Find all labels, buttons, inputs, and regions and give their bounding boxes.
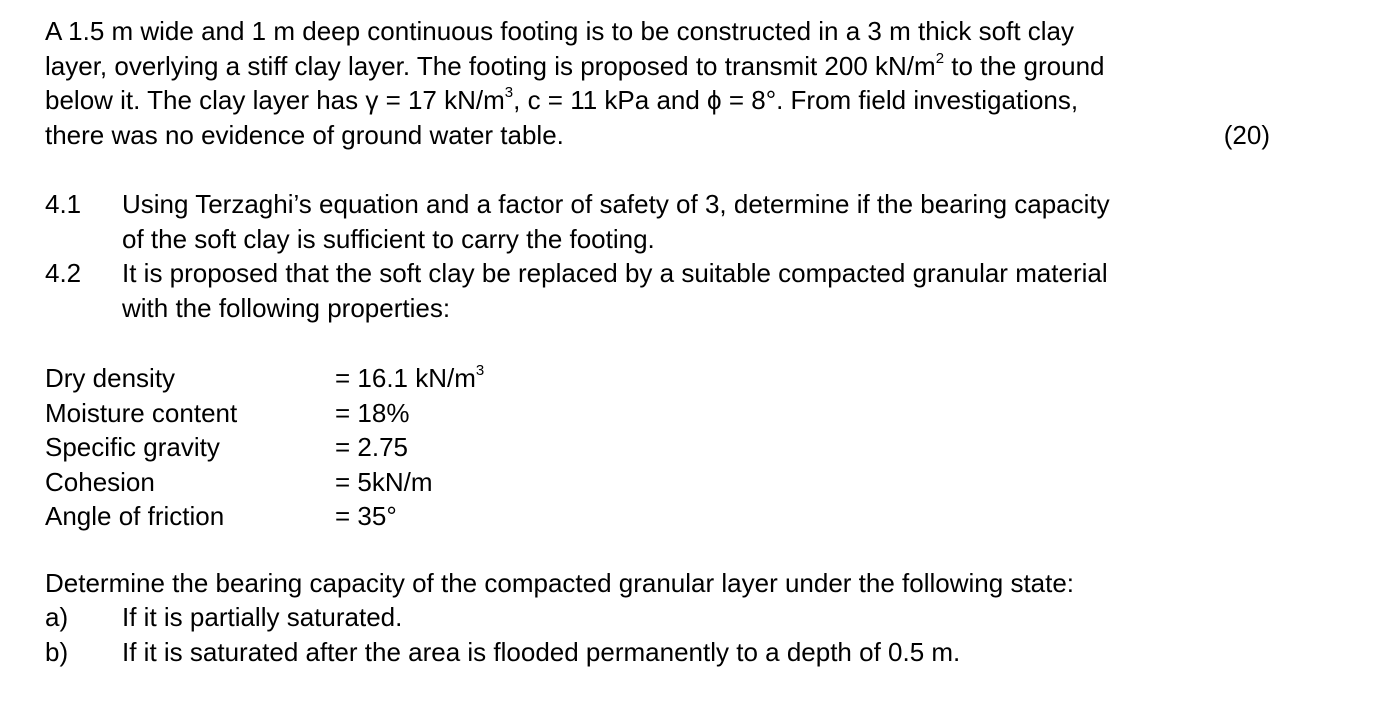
property-value: = 5kN/m: [335, 466, 433, 497]
state-letter: b): [45, 637, 69, 667]
property-value: = 18%: [335, 397, 410, 428]
statement-line: [45, 118, 1270, 153]
property-value: = 16.1 $kN/m^3$: [335, 362, 485, 393]
statement-line: [45, 83, 1270, 118]
question-number: 4.2: [45, 258, 82, 288]
statement-text: to the ground: [944, 50, 1105, 81]
superscript: 3: [475, 362, 485, 380]
question-text: It is proposed that the soft clay be replaced by a suitable compacted granular material: [122, 258, 1108, 288]
property-label: Angle of friction: [45, 501, 225, 531]
statement-line: [45, 14, 1270, 49]
marks-allocation: (20): [1223, 119, 1270, 150]
state-item-b: [45, 635, 1245, 670]
superscript: 3: [504, 84, 514, 102]
property-label: Specific gravity: [45, 432, 220, 462]
statement-text: layer, overlying a stiff clay layer. The footing is proposed to transmit 200 kN/m: [45, 50, 936, 81]
statement-text: there was no evidence of ground water table.: [45, 119, 564, 150]
property-label: Cohesion: [45, 466, 155, 497]
property-value: = 2.75: [335, 432, 409, 462]
property-label: Dry density: [45, 363, 176, 393]
question-text: of the soft clay is sufficient to carry the footing.: [122, 223, 655, 254]
question-body: [122, 256, 1282, 325]
problem-statement: [45, 14, 1270, 152]
state-text: If it is partially saturated.: [122, 602, 403, 632]
statement-text: A 1.5 m wide and 1 m deep continuous footing is to be constructed in a 3 m thick soft clay: [45, 16, 1075, 46]
state-item-a: [45, 600, 1245, 635]
question-text: Using Terzaghi’s equation and a factor of safety of 3, determine if the bearing capacity: [122, 189, 1110, 219]
statement-text: , c = 11 kPa and ϕ = 8°. From field investigations,: [513, 85, 1079, 115]
statement-text: below it. The clay layer has γ = 17 kN/m: [45, 85, 505, 115]
property-label: Moisture content: [45, 397, 238, 428]
superscript: 2: [935, 49, 945, 67]
statement-line: [45, 49, 1270, 84]
question-number: 4.1: [45, 189, 82, 219]
state-text: If it is saturated after the area is flooded permanently to a depth of 0.5 m.: [122, 637, 961, 667]
question-text: with the following properties:: [122, 292, 451, 323]
state-letter: a): [45, 602, 69, 632]
property-value: = 35°: [335, 501, 397, 531]
question-body: [122, 187, 1282, 256]
determine-instruction: Determine the bearing capacity of the compacted granular layer under the following state:: [45, 568, 1075, 598]
